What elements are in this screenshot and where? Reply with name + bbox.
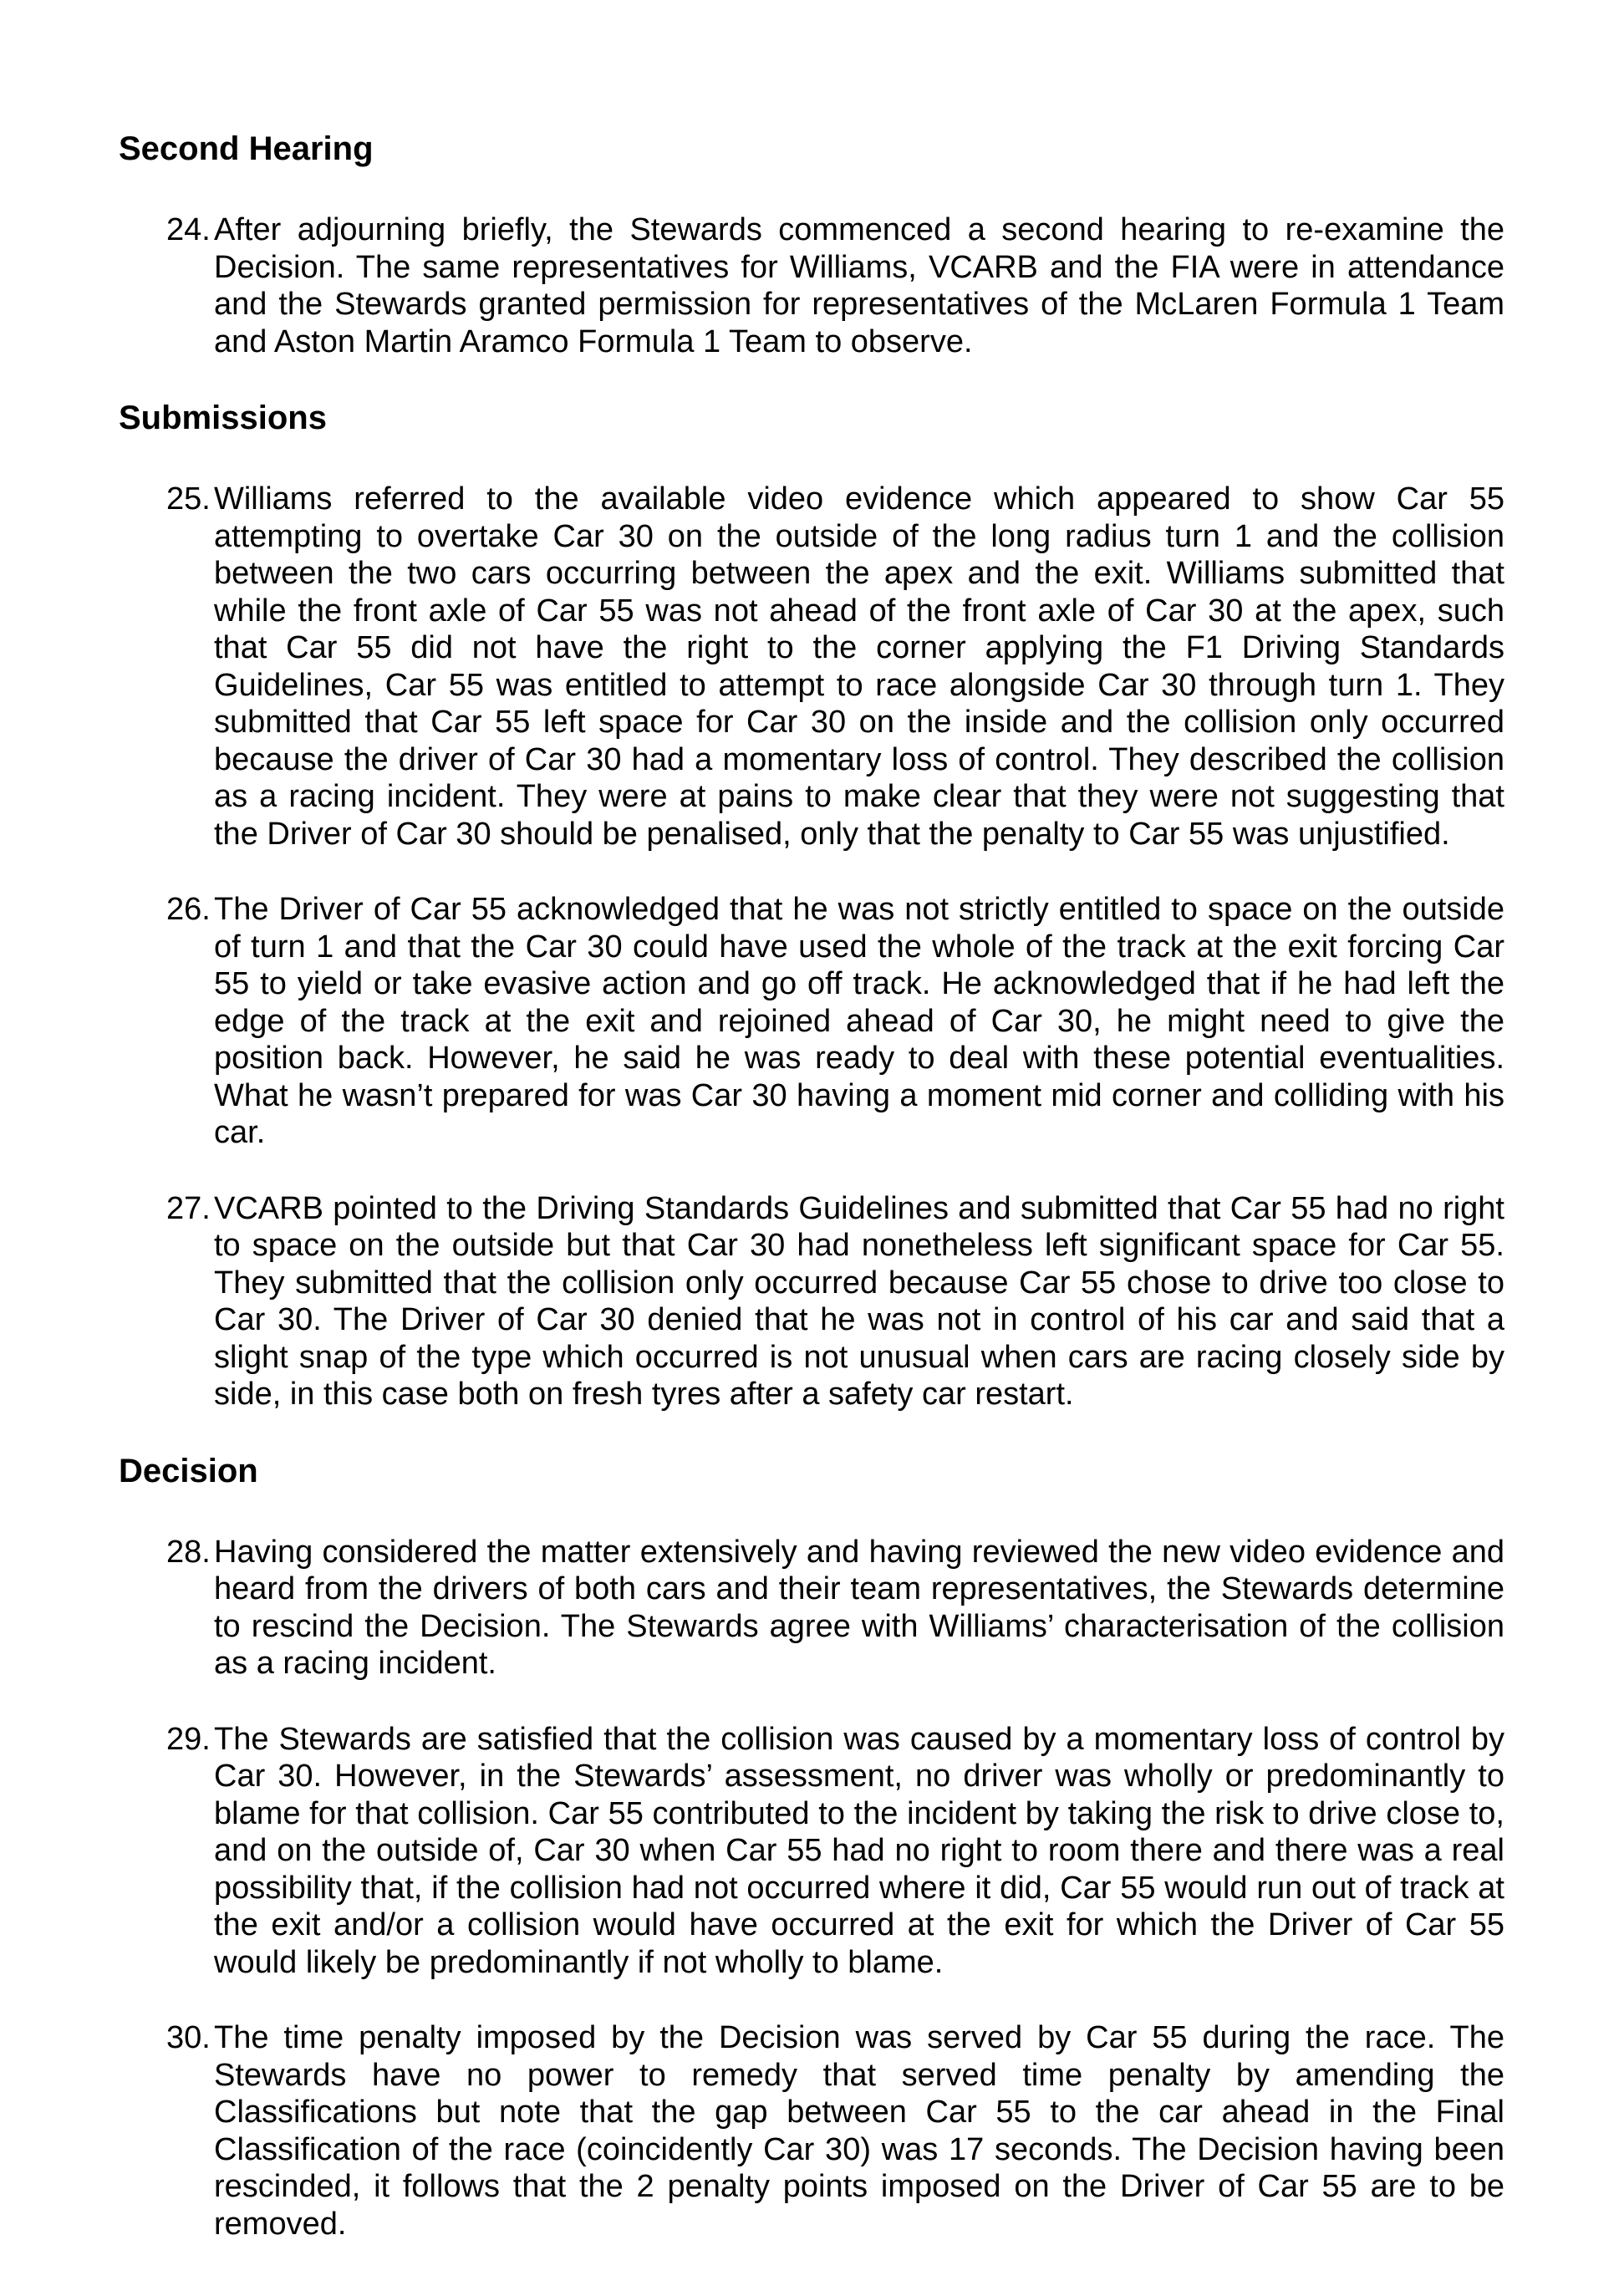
paragraph-item-26 (166, 891, 1504, 1152)
paragraph-text-30: The time penalty imposed by the Decision was served by Car 55 during the race. The Stewards have no power to remedy that served time penalty by amending the Classifications but note that the gap between Car 55 to the car ahead in the Final Classification of the race (coincidently Car 30) was 17 seconds. The Decision having been rescinded, it follows that the 2 penalty points imposed on the Driver of Car 55 are to be removed. (214, 2020, 1504, 2242)
paragraph-item-28 (166, 1534, 1504, 1683)
paragraph-text-26: The Driver of Car 55 acknowledged that he was not strictly entitled to space on the outside of turn 1 and that the Car 30 could have used the whole of the track at the exit forcing Car 55 to yield or take evasive action and go off track. He acknowledged that if he had left the edge of the track at the exit and rejoined ahead of Car 30, he might need to give the position back. However, he said he was ready to deal with these potential eventualities. What he wasn’t prepared for was Car 30 having a moment mid corner and colliding with his car. (214, 892, 1504, 1150)
paragraph-text-29: The Stewards are satisfied that the collision was caused by a momentary loss of control by Car 30. However, in the Stewards’ assessment, no driver was wholly or predominantly to blame for that collision. Car 55 contributed to the incident by taking the risk to drive close to, and on the outside of, Car 30 when Car 55 had no right to room there and there was a real possibility that, if the collision had not occurred where it did, Car 55 would run out of track at the exit and/or a collision would have occurred at the exit for which the Driver of Car 55 would likely be predominantly if not wholly to blame. (214, 1721, 1504, 1980)
heading-submissions: Submissions (119, 400, 327, 436)
paragraph-text-27: VCARB pointed to the Driving Standards Guidelines and submitted that Car 55 had no right to space on the outside but that Car 30 had nonetheless left significant space for Car 55. They submitted that the collision only occurred because Car 55 chose to drive too close to Car 30. The Driver of Car 30 denied that he was not in control of his car and said that a slight snap of the type which occurred is not unusual when cars are racing closely side by side, in this case both on fresh tyres after a safety car restart. (214, 1190, 1504, 1412)
paragraph-number-28: 28. (166, 1534, 211, 1570)
heading-decision: Decision (119, 1452, 258, 1489)
heading-second-hearing: Second Hearing (119, 130, 374, 167)
paragraph-number-25: 25. (166, 481, 211, 517)
paragraph-number-29: 29. (166, 1721, 211, 1757)
paragraph-item-25 (166, 481, 1504, 853)
paragraph-text-24: After adjourning briefly, the Stewards commenced a second hearing to re-examine the Decision. The same representatives for Williams, VCARB and the FIA were in attendance and the Stewards granted permission for representatives of the McLaren Formula 1 Team and Aston Martin Aramco Formula 1 Team to observe. (214, 212, 1504, 359)
paragraph-text-25: Williams referred to the available video evidence which appeared to show Car 55 attempting to overtake Car 30 on the outside of the long radius turn 1 and the collision between the two cars occurring between the apex and the exit. Williams submitted that while the front axle of Car 55 was not ahead of the front axle of Car 30 at the apex, such that Car 55 did not have the right to the corner applying the F1 Driving Standards Guidelines, Car 55 was entitled to attempt to race alongside Car 30 through turn 1. They submitted that Car 55 left space for Car 30 on the inside and the collision only occurred because the driver of Car 30 had a momentary loss of control. They described the collision as a racing incident. They were at pains to make clear that they were not suggesting that the Driver of Car 30 should be penalised, only that the penalty to Car 55 was unjustified. (214, 481, 1504, 852)
paragraph-number-27: 27. (166, 1190, 211, 1226)
paragraph-number-26: 26. (166, 892, 211, 927)
paragraph-item-27 (166, 1190, 1504, 1413)
paragraph-item-24 (166, 211, 1504, 360)
paragraph-number-24: 24. (166, 212, 211, 247)
paragraph-item-29 (166, 1721, 1504, 1982)
paragraph-text-28: Having considered the matter extensively and having reviewed the new video evidence and heard from the drivers of both cars and their team representatives, the Stewards determine to rescind the Decision. The Stewards agree with Williams’ characterisation of the collision as a racing incident. (214, 1534, 1504, 1681)
paragraph-item-30 (166, 2019, 1504, 2243)
paragraph-number-30: 30. (166, 2020, 211, 2055)
